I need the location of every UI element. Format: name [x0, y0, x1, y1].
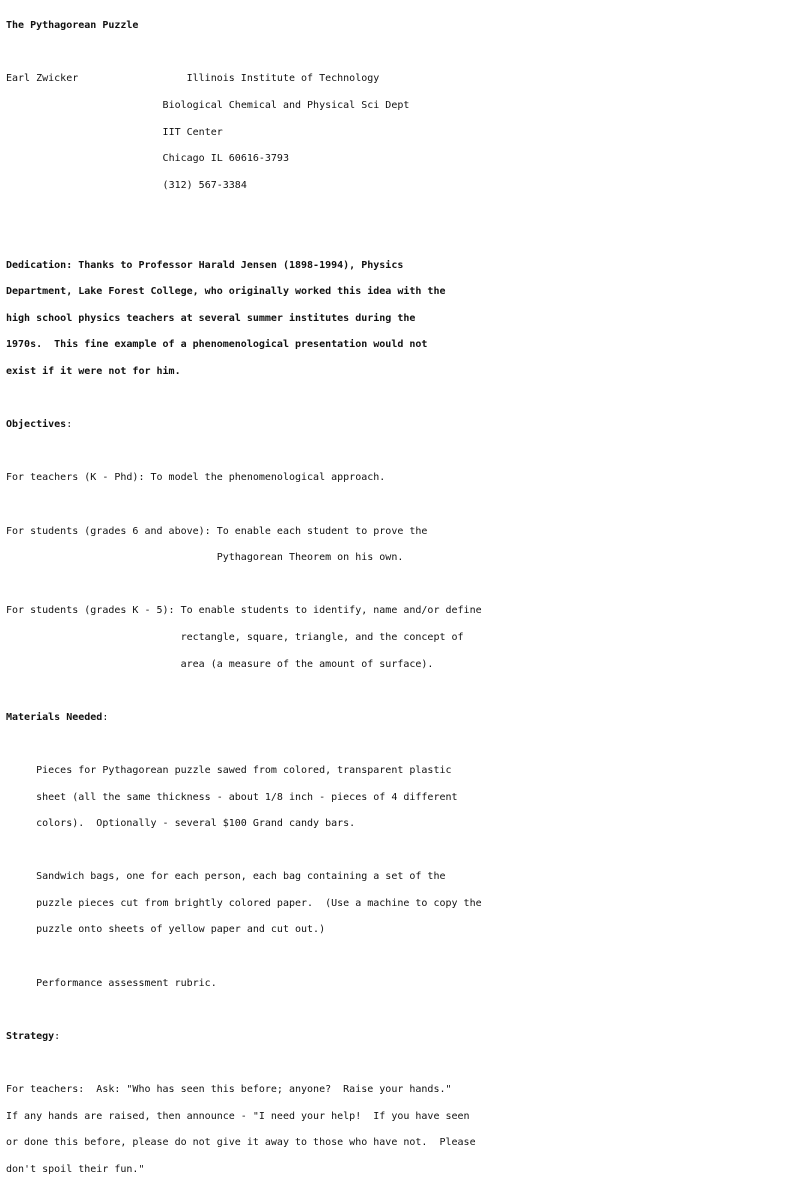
affiliation-city: Chicago IL 60616-3793	[162, 153, 289, 165]
affiliation-institution: Illinois Institute of Technology	[186, 73, 380, 85]
dedication-line: 1970s. This fine example of a phenomenological presentation would not	[6, 339, 428, 351]
blank-line	[6, 205, 800, 218]
author-line	[6, 72, 800, 85]
objective-students-k5-line: rectangle, square, triangle, and the concept of	[6, 631, 464, 643]
objective-students-k5-line: For students (grades K - 5): To enable students to identify, name and/or define	[6, 605, 482, 617]
dedication-line: Department, Lake Forest College, who originally worked this idea with the	[6, 286, 446, 298]
strategy-line: or done this before, please do not give it away to those who have not. Please	[6, 1137, 476, 1149]
affiliation-line	[6, 126, 800, 139]
strategy-heading: Strategy	[6, 1030, 55, 1042]
strategy-line: don't spoil their fun."	[6, 1163, 145, 1175]
blank-line	[6, 498, 800, 511]
blank-line	[6, 684, 800, 697]
materials-heading-line: Materials Needed:	[6, 711, 109, 723]
strategy-heading-line: Strategy:	[6, 1030, 61, 1042]
blank-line	[6, 1056, 800, 1069]
blank-line	[6, 737, 800, 750]
blank-line	[6, 1003, 800, 1016]
materials-item-line: Performance assessment rubric.	[6, 977, 217, 989]
materials-item-line: sheet (all the same thickness - about 1/8 inch - pieces of 4 different	[6, 791, 458, 803]
strategy-line: For teachers: Ask: "Who has seen this before; anyone? Raise your hands."	[6, 1084, 452, 1096]
dedication-line: exist if it were not for him.	[6, 366, 181, 378]
materials-heading: Materials Needed	[6, 711, 103, 723]
blank-line	[6, 232, 800, 245]
affiliation-line	[6, 179, 800, 192]
materials-item-line: colors). Optionally - several $100 Grand candy bars.	[6, 818, 356, 830]
materials-item-line: Sandwich bags, one for each person, each bag containing a set of the	[6, 871, 446, 883]
dedication-line: high school physics teachers at several summer institutes during the	[6, 312, 416, 324]
blank-line	[6, 392, 800, 405]
dedication-line: Dedication: Thanks to Professor Harald Jensen (1898-1994), Physics	[6, 259, 404, 271]
materials-item-line: puzzle onto sheets of yellow paper and cut out.)	[6, 924, 326, 936]
affiliation-line	[6, 152, 800, 165]
materials-item-line: Pieces for Pythagorean puzzle sawed from colored, transparent plastic	[6, 764, 452, 776]
objectives-heading-line: Objectives:	[6, 419, 73, 431]
affiliation-building: IIT Center	[162, 126, 223, 138]
blank-line	[6, 578, 800, 591]
objective-students-6-line: For students (grades 6 and above): To enable each student to prove the	[6, 525, 428, 537]
blank-line	[6, 46, 800, 59]
blank-line	[6, 950, 800, 963]
doc-title: The Pythagorean Puzzle	[6, 20, 139, 32]
author-name: Earl Zwicker	[6, 73, 79, 85]
strategy-line: If any hands are raised, then announce - "I need your help! If you have seen	[6, 1110, 470, 1122]
affiliation-line	[6, 99, 800, 112]
objective-students-k5-line: area (a measure of the amount of surface).	[6, 658, 434, 670]
objective-students-6-line: Pythagorean Theorem on his own.	[6, 552, 404, 564]
affiliation-dept: Biological Chemical and Physical Sci Dept	[162, 100, 410, 112]
materials-item-line: puzzle pieces cut from brightly colored paper. (Use a machine to copy the	[6, 897, 482, 909]
blank-line	[6, 445, 800, 458]
blank-line	[6, 844, 800, 857]
objective-teachers: For teachers (K - Phd): To model the phenomenological approach.	[6, 472, 386, 484]
objectives-heading: Objectives	[6, 419, 67, 431]
affiliation-phone: (312) 567-3384	[162, 179, 247, 191]
